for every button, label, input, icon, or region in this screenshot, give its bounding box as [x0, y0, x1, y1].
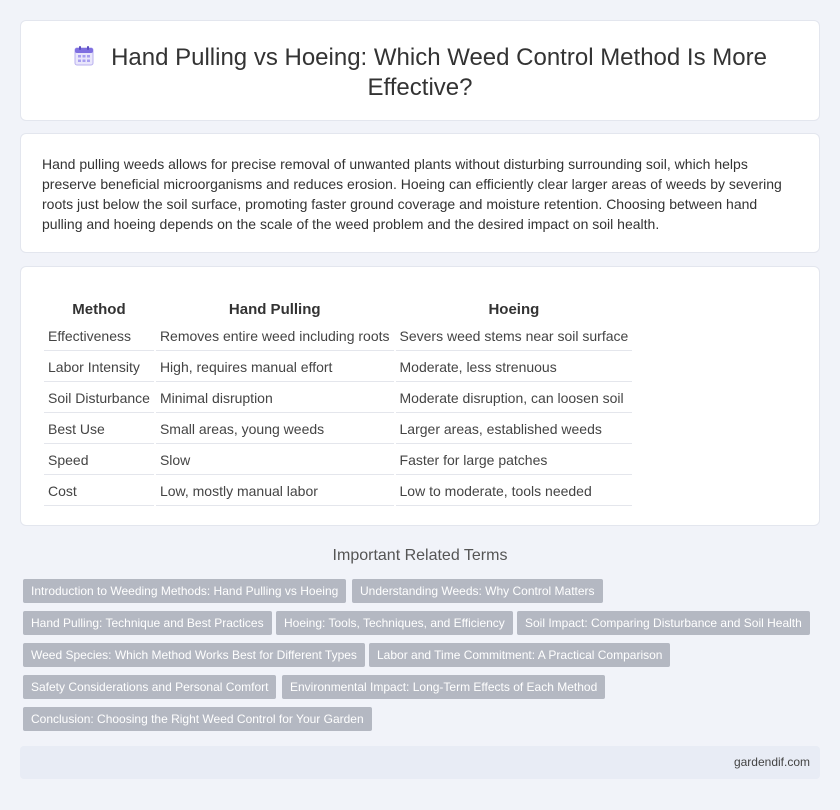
table-cell: Soil Disturbance — [44, 384, 154, 413]
table-cell: Effectiveness — [44, 322, 154, 351]
table-cell: Removes entire weed including roots — [156, 322, 394, 351]
table-cell: Low to moderate, tools needed — [396, 477, 633, 506]
related-term-tag[interactable]: Introduction to Weeding Methods: Hand Pulling vs Hoeing — [23, 579, 346, 603]
table-row — [44, 322, 632, 351]
footer-site-link[interactable]: gardendif.com — [733, 755, 810, 769]
table-cell: Moderate disruption, can loosen soil — [396, 384, 633, 413]
page-title: Hand Pulling vs Hoeing: Which Weed Control Method Is More Effective? — [111, 44, 767, 101]
footer — [20, 746, 820, 779]
related-term-tag[interactable]: Hand Pulling: Technique and Best Practices — [23, 611, 272, 635]
column-header: Method — [72, 300, 126, 318]
table-cell: Labor Intensity — [44, 353, 154, 382]
related-term-tag[interactable]: Safety Considerations and Personal Comfort — [23, 675, 276, 699]
related-term-tag[interactable]: Hoeing: Tools, Techniques, and Efficiency — [276, 611, 513, 635]
table-cell: Larger areas, established weeds — [396, 415, 633, 444]
related-term-tag[interactable]: Environmental Impact: Long-Term Effects of Each Method — [282, 675, 605, 699]
column-header: Hand Pulling — [228, 300, 321, 318]
comparison-table — [42, 294, 634, 508]
table-cell: Small areas, young weeds — [156, 415, 394, 444]
related-terms-heading: Important Related Terms — [332, 547, 508, 564]
related-term-tag[interactable]: Soil Impact: Comparing Disturbance and Soil Health — [517, 611, 810, 635]
table-cell: Slow — [156, 446, 394, 475]
intro-card — [20, 133, 820, 253]
related-term-tag[interactable]: Weed Species: Which Method Works Best for Different Types — [23, 643, 365, 667]
header-card — [20, 20, 820, 121]
comparison-table-card — [20, 266, 820, 526]
table-cell: Cost — [44, 477, 154, 506]
table-header-row — [44, 296, 632, 320]
table-row — [44, 477, 632, 506]
table-cell: High, requires manual effort — [156, 353, 394, 382]
table-cell: Minimal disruption — [156, 384, 394, 413]
related-term-tag[interactable]: Conclusion: Choosing the Right Weed Control for Your Garden — [23, 707, 372, 731]
related-term-tag[interactable]: Understanding Weeds: Why Control Matters — [352, 579, 603, 603]
table-cell: Severs weed stems near soil surface — [396, 322, 633, 351]
table-cell: Low, mostly manual labor — [156, 477, 394, 506]
related-term-tag[interactable]: Labor and Time Commitment: A Practical Comparison — [369, 643, 670, 667]
table-cell: Speed — [44, 446, 154, 475]
table-row — [44, 353, 632, 382]
table-row — [44, 446, 632, 475]
table-row — [44, 384, 632, 413]
table-cell: Faster for large patches — [396, 446, 633, 475]
table-cell: Moderate, less strenuous — [396, 353, 633, 382]
table-row — [44, 415, 632, 444]
column-header: Hoeing — [488, 300, 540, 318]
calendar-icon — [73, 45, 95, 67]
intro-text: Hand pulling weeds allows for precise removal of unwanted plants without disturbing surrounding soil, which helps preserve beneficial microorganisms and reduces erosion. Hoeing can efficiently clear larger areas of weeds by severing roots just below the soil surface, promoting faster ground coverage and moisture retention. Choosing between hand pulling and hoeing depends on the scale of the weed problem and the desired impact on soil health. — [42, 156, 782, 232]
table-cell: Best Use — [44, 415, 154, 444]
